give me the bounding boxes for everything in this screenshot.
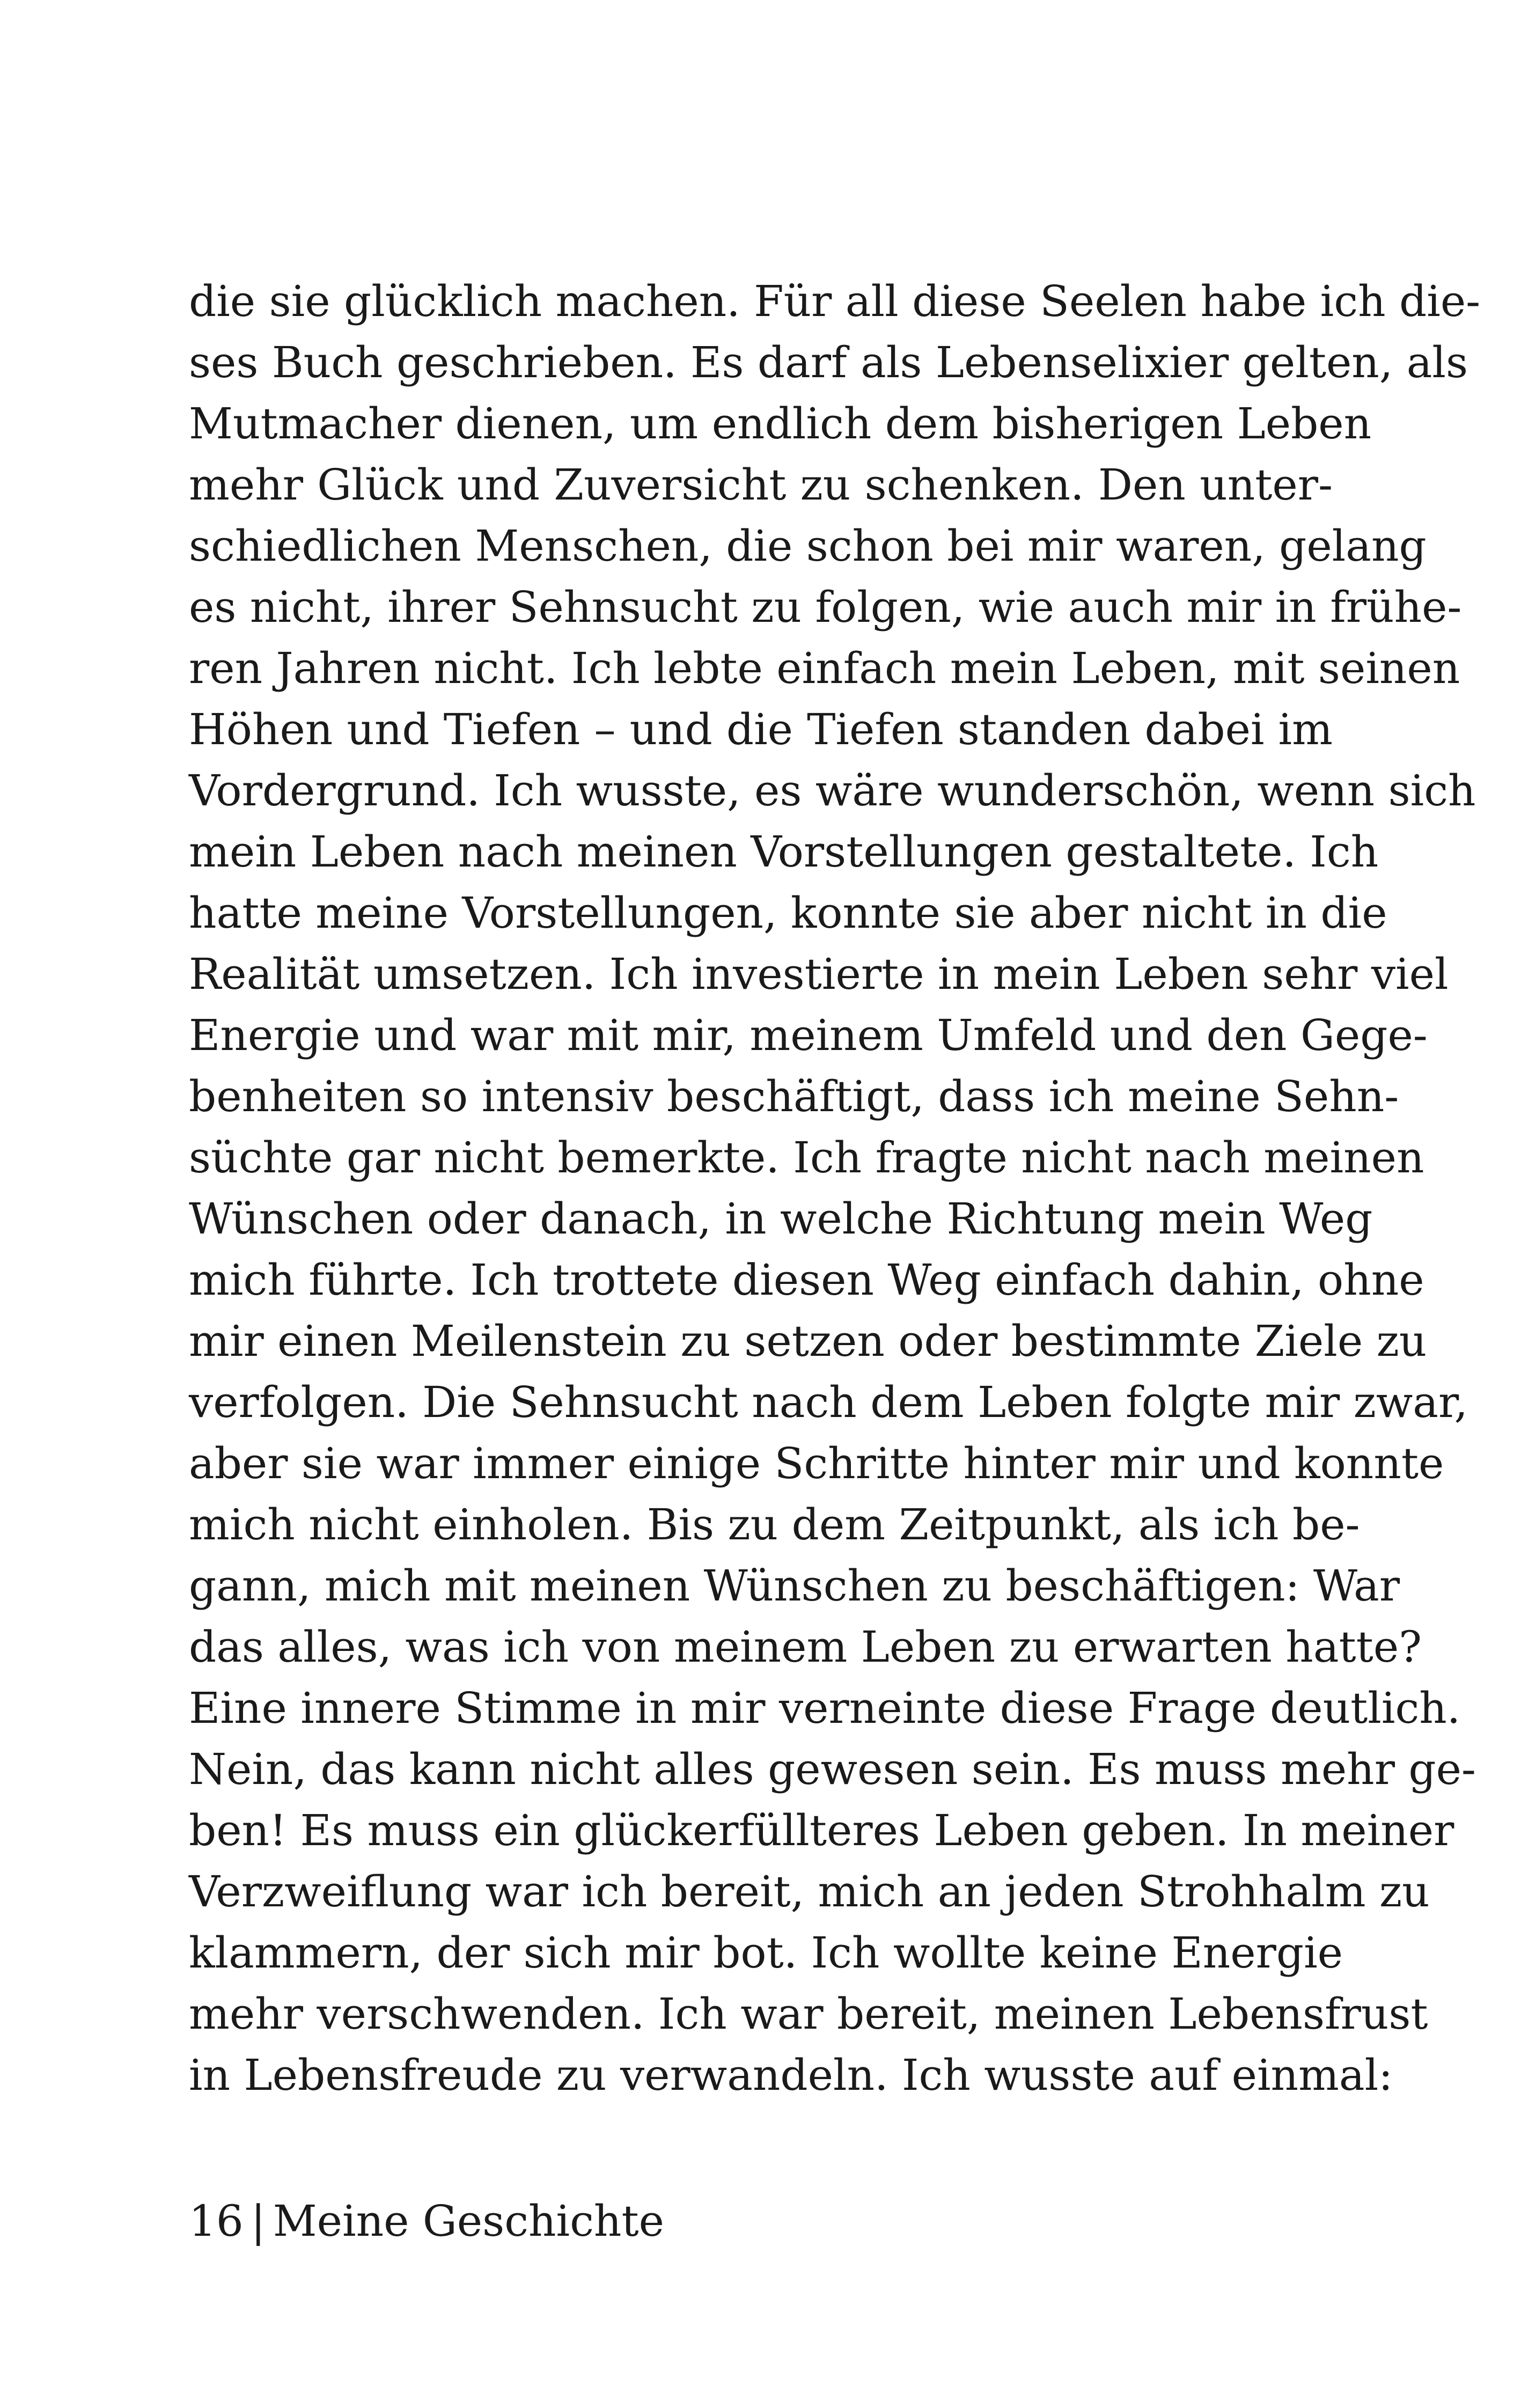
- text-line: mein Leben nach meinen Vorstellungen gestaltete. Ich: [189, 827, 1379, 877]
- text-line: es nicht, ihrer Sehnsucht zu folgen, wie auch mir in frühe-: [189, 582, 1462, 632]
- text-line: gann, mich mit meinen Wünschen zu beschäftigen: War: [189, 1561, 1400, 1611]
- text-line: Nein, das kann nicht alles gewesen sein. Es muss mehr ge-: [189, 1744, 1476, 1794]
- text-line: die sie glücklich machen. Für all diese Seelen habe ich die-: [189, 276, 1481, 326]
- text-line: in Lebensfreude zu verwandeln. Ich wusste auf einmal:: [189, 2050, 1393, 2100]
- text-line: Verzweiflung war ich bereit, mich an jeden Strohhalm zu: [189, 1867, 1430, 1917]
- text-line: schiedlichen Menschen, die schon bei mir waren, gelang: [189, 521, 1427, 571]
- page-footer: [189, 2192, 664, 2251]
- text-line: ses Buch geschrieben. Es darf als Lebenselixier gelten, als: [189, 337, 1468, 387]
- text-line: Höhen und Tiefen – und die Tiefen standen dabei im: [189, 704, 1333, 754]
- text-line: ben! Es muss ein glückerfüllteres Leben geben. In meiner: [189, 1805, 1454, 1855]
- footer-separator: |: [251, 2196, 266, 2246]
- text-line: mich führte. Ich trottete diesen Weg einfach dahin, ohne: [189, 1255, 1424, 1305]
- page-number: 16: [189, 2196, 244, 2246]
- text-line: verfolgen. Die Sehnsucht nach dem Leben folgte mir zwar,: [189, 1377, 1468, 1427]
- text-line: mir einen Meilenstein zu setzen oder bestimmte Ziele zu: [189, 1316, 1427, 1366]
- text-line: Wünschen oder danach, in welche Richtung mein Weg: [189, 1194, 1373, 1244]
- text-line: Realität umsetzen. Ich investierte in mein Leben sehr viel: [189, 949, 1449, 999]
- text-line: hatte meine Vorstellungen, konnte sie aber nicht in die: [189, 888, 1387, 938]
- body-text: [189, 271, 1481, 2106]
- text-line: Vordergrund. Ich wusste, es wäre wunderschön, wenn sich: [189, 766, 1476, 816]
- text-line: mich nicht einholen. Bis zu dem Zeitpunkt, als ich be-: [189, 1500, 1360, 1550]
- text-line: aber sie war immer einige Schritte hinter mir und konnte: [189, 1438, 1444, 1488]
- text-line: benheiten so intensiv beschäftigt, dass ich meine Sehn-: [189, 1071, 1399, 1121]
- text-line: das alles, was ich von meinem Leben zu erwarten hatte?: [189, 1622, 1422, 1672]
- text-line: Mutmacher dienen, um endlich dem bisherigen Leben: [189, 399, 1372, 449]
- text-line: mehr Glück und Zuversicht zu schenken. Den unter-: [189, 460, 1333, 510]
- text-line: mehr verschwenden. Ich war bereit, meinen Lebensfrust: [189, 1989, 1428, 2039]
- text-line: ren Jahren nicht. Ich lebte einfach mein Leben, mit seinen: [189, 643, 1460, 693]
- text-line: Energie und war mit mir, meinem Umfeld und den Gege-: [189, 1010, 1428, 1060]
- text-line: süchte gar nicht bemerkte. Ich fragte nicht nach meinen: [189, 1133, 1424, 1183]
- chapter-title: Meine Geschichte: [273, 2196, 664, 2246]
- text-line: Eine innere Stimme in mir verneinte diese Frage deutlich.: [189, 1683, 1461, 1733]
- text-line: klammern, der sich mir bot. Ich wollte keine Energie: [189, 1928, 1343, 1978]
